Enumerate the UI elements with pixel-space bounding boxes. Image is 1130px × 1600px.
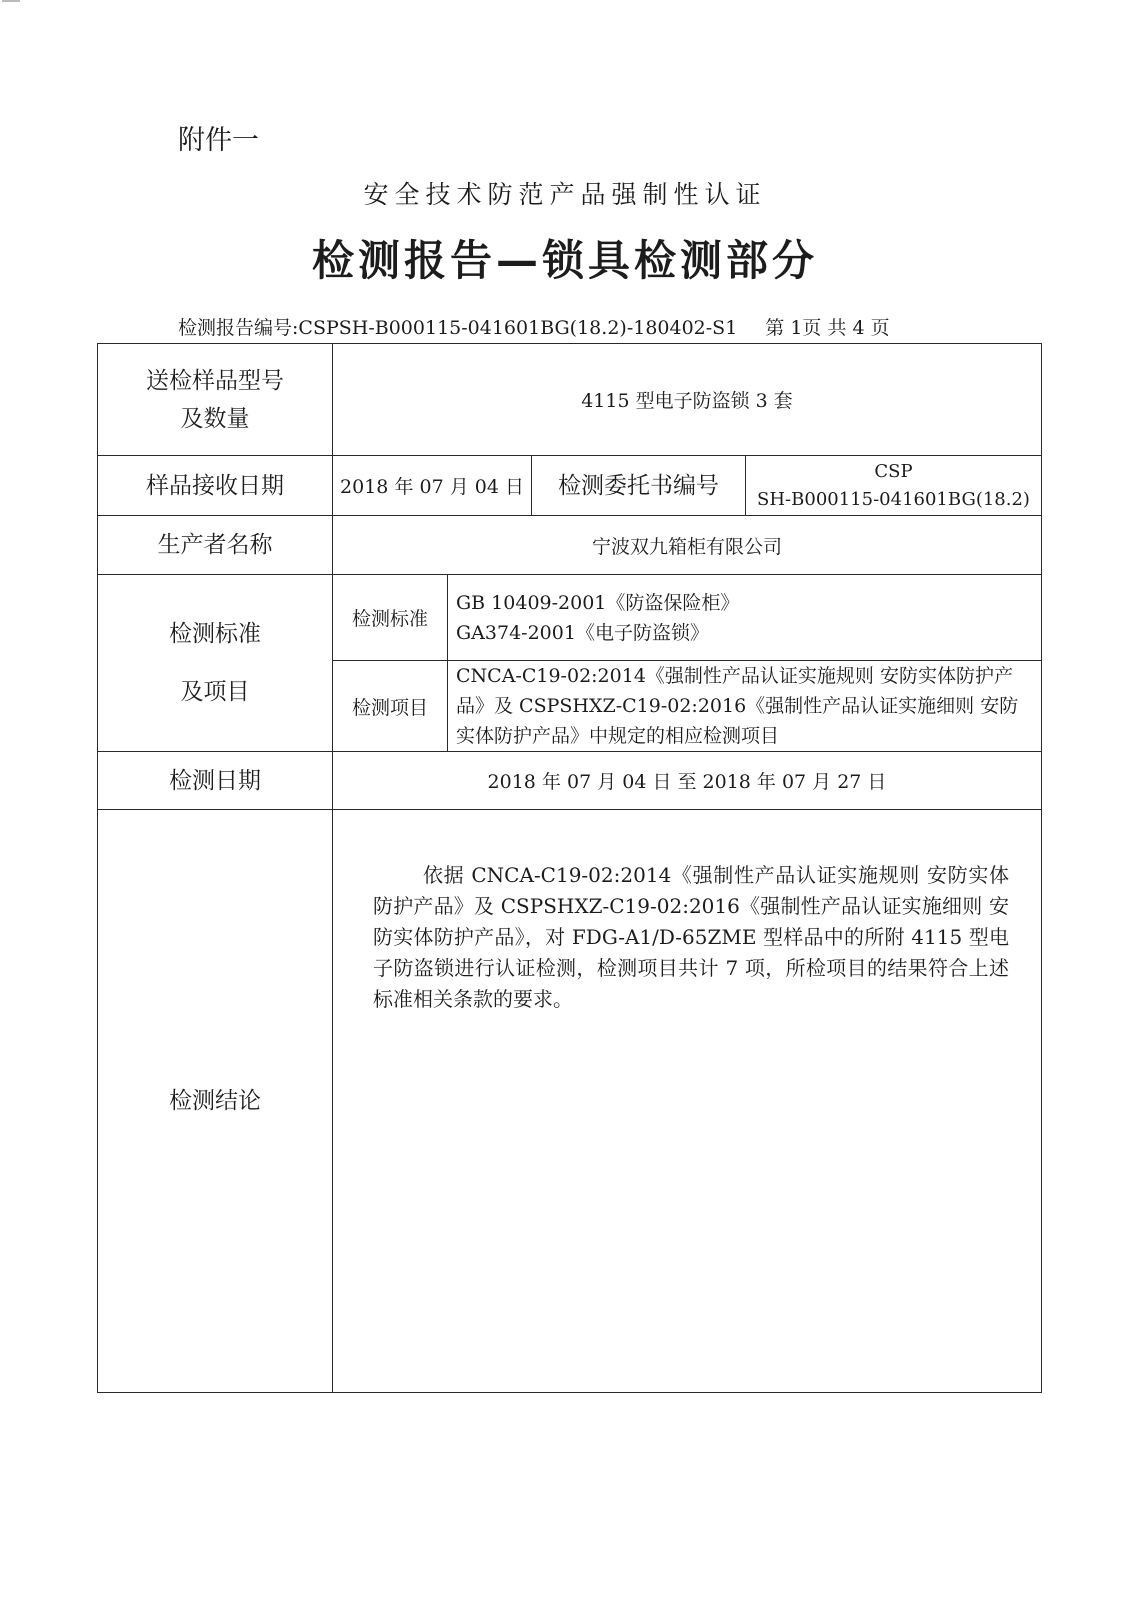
- report-number: CSPSH-B000115-041601BG(18.2)-180402-S1: [298, 317, 738, 339]
- title-line-2: 检测报告—锁具检测部分: [311, 236, 818, 285]
- report-number-line: [178, 313, 890, 340]
- title-line-1: 安全技术防范产品强制性认证: [363, 180, 767, 209]
- sample-label-line-1: 送检样品型号: [146, 367, 284, 394]
- sample-label-cell: [98, 344, 333, 456]
- standard-value-cell: [448, 575, 1042, 661]
- annex-label: 附件一: [178, 125, 259, 156]
- sample-value: 4115 型电子防盗锁 3 套: [333, 344, 1042, 456]
- standard-label-cell: [98, 575, 333, 752]
- manufacturer-value: 宁波双九箱柜有限公司: [333, 516, 1042, 575]
- conclusion-text: 依据 CNCA-C19-02:2014《强制性产品认证实施规则 安防实体防护产品》及 CSPSHXZ-C19-02:2016《强制性产品认证实施细则 安防实体防护产品》，对 FDG-A1/D-65ZME 型样品中的所附 4115 型电子防盗锁进行认证检测，检测项目共计 7 项，所检项目的结果符合上述标准相关条款的要求。: [373, 863, 1009, 1011]
- conclusion-cell: [333, 810, 1042, 1393]
- standard-line-2: GA374-2001《电子防盗锁》: [456, 621, 709, 644]
- row-conclusion: [98, 810, 1042, 1393]
- page-info: 第 1页 共 4 页: [765, 317, 890, 339]
- standard-sub-label: 检测标准: [333, 575, 448, 661]
- item-value: CNCA-C19-02:2014《强制性产品认证实施规则 安防实体防护产品》及 CSPSHXZ-C19-02:2016《强制性产品认证实施细则 安防实体防护产品》中规定的相应检测项目: [448, 661, 1042, 752]
- row-sample: [98, 344, 1042, 456]
- standard-line-1: GB 10409-2001《防盗保险柜》: [456, 591, 740, 614]
- standard-label-line-2: 及项目: [180, 679, 250, 705]
- sample-label-line-2: 及数量: [180, 405, 250, 432]
- standard-label-line-1: 检测标准: [169, 621, 261, 647]
- commission-no-line-2: SH-B000115-041601BG(18.2): [757, 488, 1030, 510]
- manufacturer-label: 生产者名称: [98, 516, 333, 575]
- commission-no-cell: [746, 456, 1042, 516]
- report-table: [97, 343, 1042, 1393]
- commission-no-line-1: CSP: [874, 460, 913, 482]
- row-manufacturer: [98, 516, 1042, 575]
- row-standard: [98, 575, 1042, 661]
- test-date-value: 2018 年 07 月 04 日 至 2018 年 07 月 27 日: [333, 752, 1042, 810]
- item-sub-label: 检测项目: [333, 661, 448, 752]
- report-number-label: 检测报告编号:: [178, 317, 299, 339]
- row-test-date: [98, 752, 1042, 810]
- conclusion-label: 检测结论: [98, 810, 333, 1393]
- test-date-label: 检测日期: [98, 752, 333, 810]
- scan-mark: [2, 0, 20, 2]
- receive-date-value: 2018 年 07 月 04 日: [333, 456, 532, 516]
- commission-no-label: 检测委托书编号: [532, 456, 746, 516]
- row-receive-date: [98, 456, 1042, 516]
- receive-date-label: 样品接收日期: [98, 456, 333, 516]
